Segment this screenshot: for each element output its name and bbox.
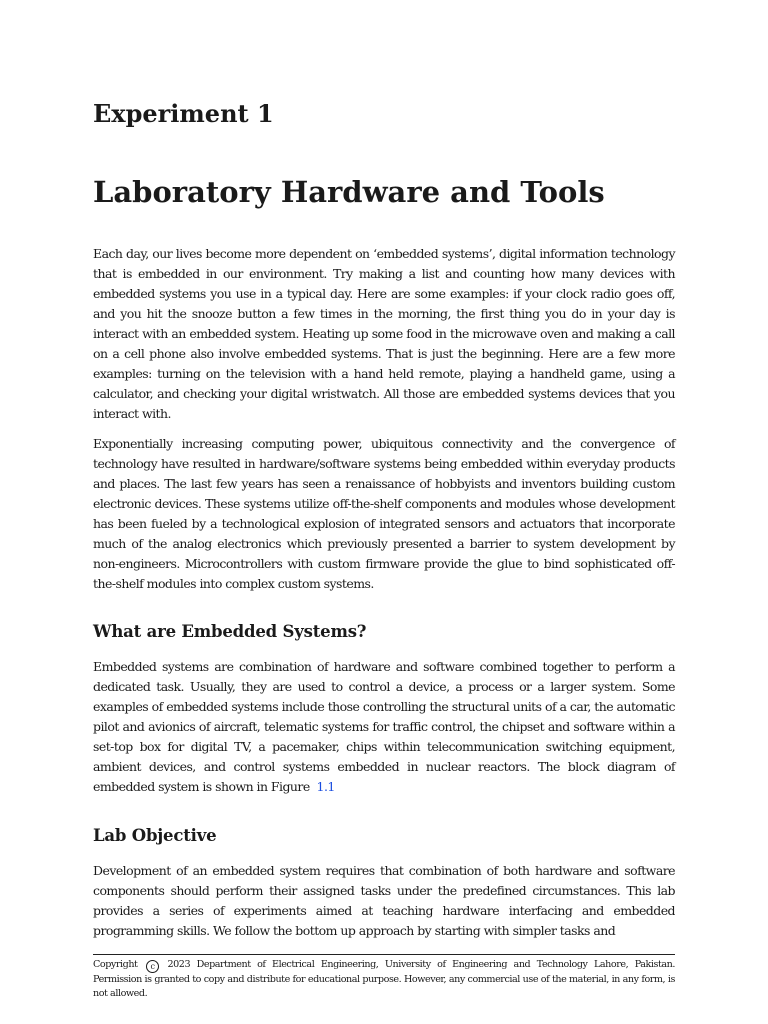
intro-paragraph-1: Each day, our lives become more dependent on ‘embedded systems’, digital information technology that is embedded in our environment. Try making a list and counting how many devices with embedded systems you use in a typical day. Here are some examples: if your clock radio goes off, and you hit the snooze button a few times in the morning, the first thing you do in your day is interact with an embedded system. Heating up some food in the microwave oven and making a call on a cell phone also involve embedded systems. That is just the beginning. Here are a few more examples: turning on the television with a hand held remote, playing a handheld game, using a calculator, and checking your digital wristwatch. All those are embedded systems devices that you interact with.	[93, 246, 675, 421]
intro-paragraph-2: Exponentially increasing computing power, ubiquitous connectivity and the convergence of technology have resulted in hardware/software systems being embedded within everyday products and places. The last few years has seen a renaissance of hobbyists and inventors building custom electronic devices. These systems utilize off-the-shelf components and modules whose development has been fueled by a technological explosion of integrated sensors and actuators that incorporate much of the analog electronics which previously presented a barrier to system development by non-engineers. Microcontrollers with custom firmware provide the glue to bind sophisticated off-the-shelf modules into complex custom systems.	[93, 436, 675, 591]
copyright-footer	[93, 958, 675, 1001]
chapter-label: Experiment 1	[93, 99, 274, 128]
figure-reference-link[interactable]: 1.1	[316, 779, 335, 794]
chapter-title: Laboratory Hardware and Tools	[93, 175, 605, 209]
embedded-systems-paragraph	[93, 657, 675, 797]
embedded-systems-text: Embedded systems are combination of hardware and software combined together to perform a dedicated task. Usually, they are used to control a device, a process or a larger system. Some examples of embedded systems include those controlling the structural units of a car, the automatic pilot and avionics of aircraft, telematic systems for traffic control, the chipset and software within a set-top box for digital TV, a pacemaker, chips within telecommunication switching equipment, ambient devices, and control systems embedded in nuclear reactors. The block diagram of embedded system is shown in Figure	[93, 659, 675, 794]
copyright-text: 2023 Department of Electrical Engineering, University of Engineering and Technology Lahore, Pakistan. Permission is granted to copy and distribute for educational purpose. However, any commercial use of the material, in any form, is not allowed.	[93, 959, 675, 999]
section-heading-lab-objective: Lab Objective	[93, 826, 217, 845]
copyright-word: Copyright	[93, 959, 138, 970]
section-heading-embedded-systems: What are Embedded Systems?	[93, 622, 367, 641]
lab-objective-paragraph: Development of an embedded system requires that combination of both hardware and software components should perform their assigned tasks under the predefined circumstances. This lab provides a series of experiments aimed at teaching hardware interfacing and embedded programming skills. We follow the bottom up approach by starting with simpler tasks and	[93, 863, 675, 938]
copyright-icon: c	[146, 960, 159, 973]
footer-divider	[93, 954, 675, 955]
